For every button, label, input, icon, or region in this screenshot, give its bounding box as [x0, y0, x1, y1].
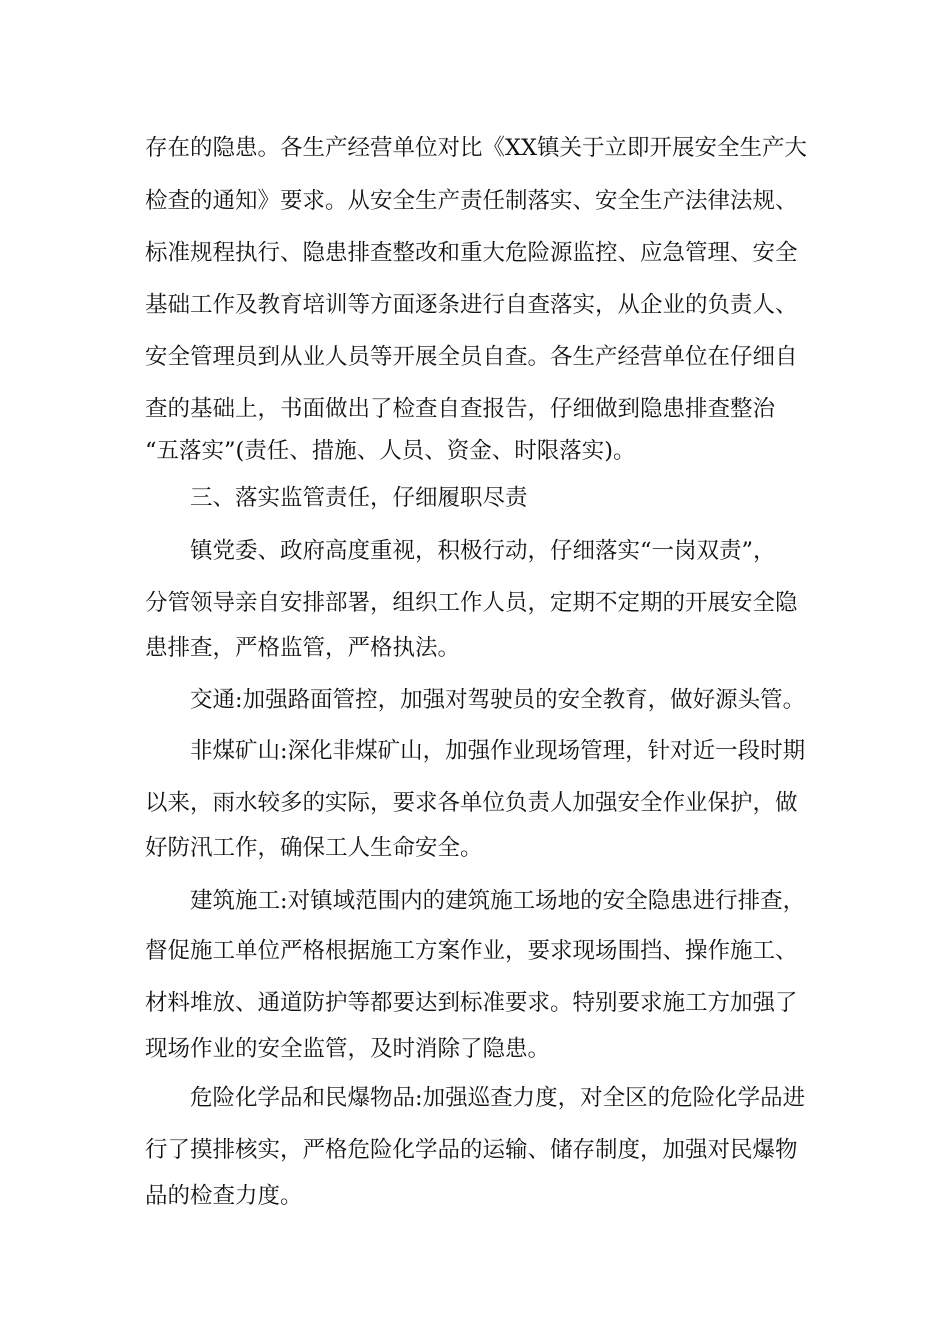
text-line: 材料堆放、通道防护等都要达到标准要求。特别要求施工方加强了 — [145, 990, 798, 1016]
text-line: “五落实”(责任、措施、人员、资金、时限落实)。 — [145, 438, 636, 464]
text-line: 督促施工单位严格根据施工方案作业，要求现场围挡、操作施工、 — [145, 938, 798, 964]
paragraph-start: 危险化学品和民爆物品:加强巡查力度，对全区的危险化学品进 — [190, 1085, 806, 1111]
text-line: 安全管理员到从业人员等开展全员自查。各生产经营单位在仔细自 — [145, 344, 798, 370]
text-line: 基础工作及教育培训等方面逐条进行自查落实，从企业的负责人、 — [145, 292, 798, 318]
paragraph-start: 非煤矿山:深化非煤矿山，加强作业现场管理，针对近一段时期 — [190, 738, 806, 764]
text-line: 分管领导亲自安排部署，组织工作人员，定期不定期的开展安全隐 — [145, 590, 798, 616]
paragraph-start: 交通:加强路面管控，加强对驾驶员的安全教育，做好源头管。 — [190, 687, 806, 713]
text-line: 存在的隐患。各生产经营单位对比《XX镇关于立即开展安全生产大 — [145, 135, 808, 161]
paragraph-start: 镇党委、政府高度重视，积极行动，仔细落实“一岗双责”， — [190, 538, 776, 564]
text-line: 好防汛工作，确保工人生命安全。 — [145, 835, 483, 861]
text-line: 品的检查力度。 — [145, 1183, 303, 1209]
text-line: 行了摸排核实，严格危险化学品的运输、储存制度，加强对民爆物 — [145, 1137, 798, 1163]
text-line: 查的基础上，书面做出了检查自查报告，仔细做到隐患排查整治 — [145, 396, 776, 422]
text-line: 现场作业的安全监管，及时消除了隐患。 — [145, 1036, 551, 1062]
section-heading: 三、落实监管责任，仔细履职尽责 — [190, 485, 528, 511]
text-line: 以来，雨水较多的实际，要求各单位负责人加强安全作业保护，做 — [145, 790, 798, 816]
text-line: 检查的通知》要求。从安全生产责任制落实、安全生产法律法规、 — [145, 188, 798, 214]
text-line: 患排查，严格监管，严格执法。 — [145, 635, 461, 661]
text-line: 标准规程执行、隐患排查整改和重大危险源监控、应急管理、安全 — [145, 240, 798, 266]
paragraph-start: 建筑施工:对镇域范围内的建筑施工场地的安全隐患进行排查， — [190, 888, 806, 914]
